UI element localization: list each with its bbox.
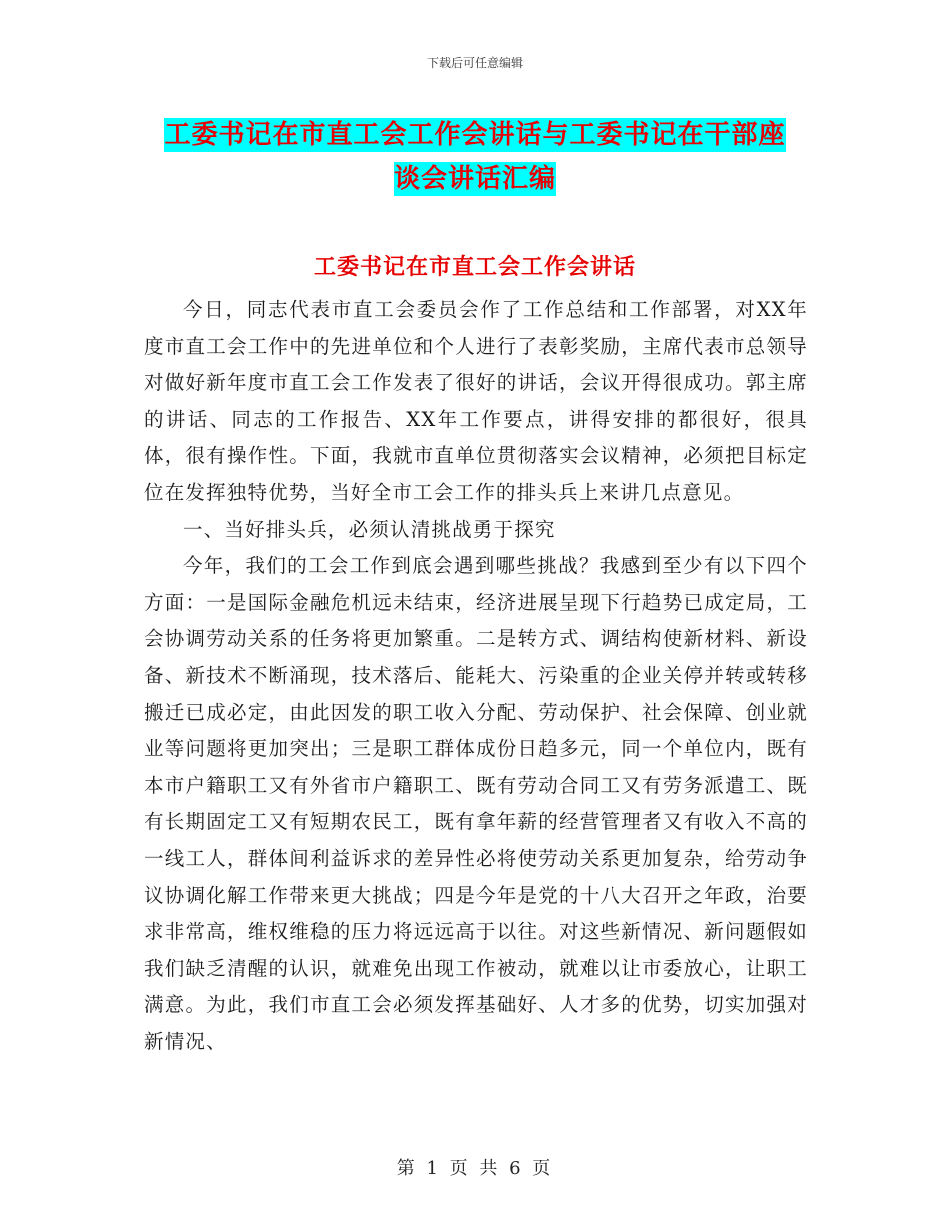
document-title-text-2: 谈会讲话汇编 [393, 164, 556, 194]
paragraph: 今日，同志代表市直工会委员会作了工作总结和工作部署，对XX年度市直工会工作中的先进单位和个人进行了表彰奖励，主席代表市总领导对做好新年度市直工会工作发表了很好的讲话，会议开得很成功。郭主席的讲话、同志的工作报告、XX年工作要点，讲得安排的都很好，很具体，很有操作性。下面，我就市直单位贯彻落实会议精神，必须把目标定位在发挥独特优势，当好全市工会工作的排头兵上来讲几点意见。 [144, 298, 808, 504]
header-note: 下载后可任意编辑 [426, 56, 523, 70]
document-title-text-1: 工委书记在市直工会工作会讲话与工委书记在干部座 [164, 120, 786, 150]
paragraph-heading: 一、当好排头兵，必须认清挑战勇于探究 [183, 517, 556, 541]
page-footer: 第 1 页 共 6 页 [396, 1158, 554, 1179]
section-title: 工委书记在市直工会工作会讲话 [313, 255, 636, 280]
document-title-line-2 [140, 158, 810, 195]
body-text [144, 292, 808, 1060]
document-title-line-1 [140, 114, 810, 151]
paragraph: 今年，我们的工会工作到底会遇到哪些挑战？我感到至少有以下四个方面：一是国际金融危机远未结束，经济进展呈现下行趋势已成定局，工会协调劳动关系的任务将更加繁重。二是转方式、调结构使新材料、新设备、新技术不断涌现，技术落后、能耗大、污染重的企业关停并转或转移搬迁已成必定，由此因发的职工收入分配、劳动保护、社会保障、创业就业等问题将更加突出；三是职工群体成份日趋多元，同一个单位内，既有本市户籍职工又有外省市户籍职工、既有劳动合同工又有劳务派遣工、既有长期固定工又有短期农民工，既有拿年薪的经营管理者又有收入不高的一线工人，群体间利益诉求的差异性必将使劳动关系更加复杂，给劳动争议协调化解工作带来更大挑战；四是今年是党的十八大召开之年政，治要求非常高，维权维稳的压力将远远高于以往。对这些新情况、新问题假如我们缺乏清醒的认识，就难免出现工作被动，就难以让市委放心，让职工满意。为此，我们市直工会必须发挥基础好、人才多的优势，切实加强对新情况、 [144, 554, 808, 1053]
